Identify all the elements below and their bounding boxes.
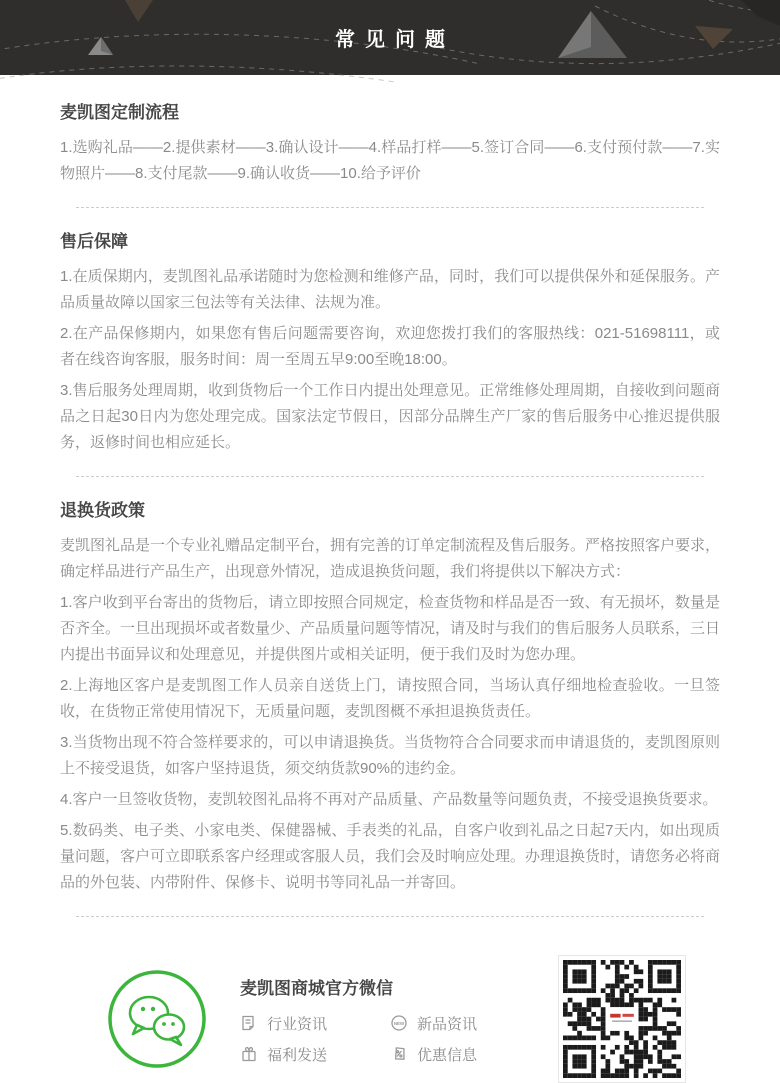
dashed-divider — [76, 916, 704, 917]
paragraph: 1.客户收到平台寄出的货物后，请立即按照合同规定，检查货物和样品是否一致、有无损坏，数量是否齐全。一旦出现损坏或者数量少、产品质量问题等情况，请及时与我们的售后服务人员联系，三日内提出书面异议和处理意见，并提供图片或相关证明，便于我们及时为您办理。 — [60, 594, 721, 663]
wechat-qr-code — [558, 955, 686, 1083]
wechat-account-title: 麦凯图商城官方微信 — [240, 978, 393, 998]
feature-label: 优惠信息 — [417, 1046, 478, 1064]
coupon-tag-icon — [390, 1045, 408, 1063]
section-after-sales — [60, 232, 720, 456]
document-news-icon — [240, 1014, 258, 1032]
qr-code-image — [563, 960, 681, 1078]
feature-label: 福利发送 — [267, 1046, 328, 1064]
paragraph: 1.在质保期内，麦凯图礼品承诺随时为您检测和维修产品，同时，我们可以提供保外和延保服务。产品质量故障以国家三包法等有关法律、法规为准。 — [60, 268, 720, 311]
paragraph: 2.上海地区客户是麦凯图工作人员亲自送货上门，请按照合同，当场认真仔细地检查验收。一旦签收，在货物正常使用情况下，无质量问题，麦凯图概不承担退换货责任。 — [60, 677, 720, 720]
section-heading: 麦凯图定制流程 — [60, 103, 179, 122]
feature-new-products — [390, 1013, 540, 1034]
wechat-feature-grid — [240, 1013, 558, 1065]
feature-label: 新品资讯 — [417, 1015, 478, 1033]
paragraph: 4.客户一旦签收货物，麦凯较图礼品将不再对产品质量、产品数量等问题负责，不接受退换货要求。 — [60, 791, 718, 808]
section-heading: 售后保障 — [60, 232, 128, 251]
paragraph: 2.在产品保修期内，如果您有售后问题需要咨询，欢迎您拨打我们的客服热线：021-51698111，或者在线咨询客服，服务时间：周一至周五早9:00至晚18:00。 — [60, 325, 720, 368]
feature-promotions — [390, 1044, 540, 1065]
gift-icon — [240, 1045, 258, 1063]
dashed-divider — [76, 207, 704, 208]
paragraph: 3.当货物出现不符合签样要求的，可以申请退换货。当货物符合合同要求而申请退货的，麦凯图原则上不接受退货，如客户坚持退货，须交纳货款90%的违约金。 — [60, 734, 720, 777]
paragraph: 5.数码类、电子类、小家电类、保健器械、手表类的礼品，自客户收到礼品之日起7天内，如出现质量问题，客户可立即联系客户经理或客服人员，我们会及时响应处理。办理退换货时，请您务必将商品的外包装、内带附件、保修卡、说明书等同礼品一并寄回。 — [60, 822, 721, 891]
feature-industry-news — [240, 1013, 390, 1034]
wechat-footer — [0, 941, 780, 1083]
paragraph: 麦凯图礼品是一个专业礼赠品定制平台，拥有完善的订单定制流程及售后服务。严格按照客户要求，确定样品进行产品生产，出现意外情况，造成退换货问题，我们将提供以下解决方式： — [60, 537, 721, 580]
paragraph: 1.选购礼品——2.提供素材——3.确认设计——4.样品打样——5.签订合同——6.支付预付款——7.实物照片——8.支付尾款——9.确认收货——10.给予评价 — [60, 139, 720, 182]
section-heading: 退换货政策 — [60, 501, 145, 520]
new-badge-icon — [390, 1014, 408, 1032]
feature-benefits — [240, 1044, 390, 1065]
paragraph: 3.售后服务处理周期，收到货物后一个工作日内提出处理意见。正常维修处理周期，自接收到问题商品之日起30日内为您处理完成。国家法定节假日，因部分品牌生产厂家的售后服务中心推迟提供服务，返修时间也相应延长。 — [60, 382, 720, 451]
wechat-icon — [106, 968, 208, 1070]
dashed-divider — [76, 476, 704, 477]
svg-text:NEW: NEW — [393, 1021, 405, 1026]
section-custom-process — [60, 103, 720, 187]
page-header-banner — [0, 0, 780, 75]
section-return-policy — [60, 501, 720, 896]
feature-label: 行业资讯 — [267, 1015, 328, 1033]
page-title: 常见问题 — [335, 29, 455, 51]
wechat-info-block — [240, 974, 558, 1065]
faq-content — [0, 75, 780, 917]
